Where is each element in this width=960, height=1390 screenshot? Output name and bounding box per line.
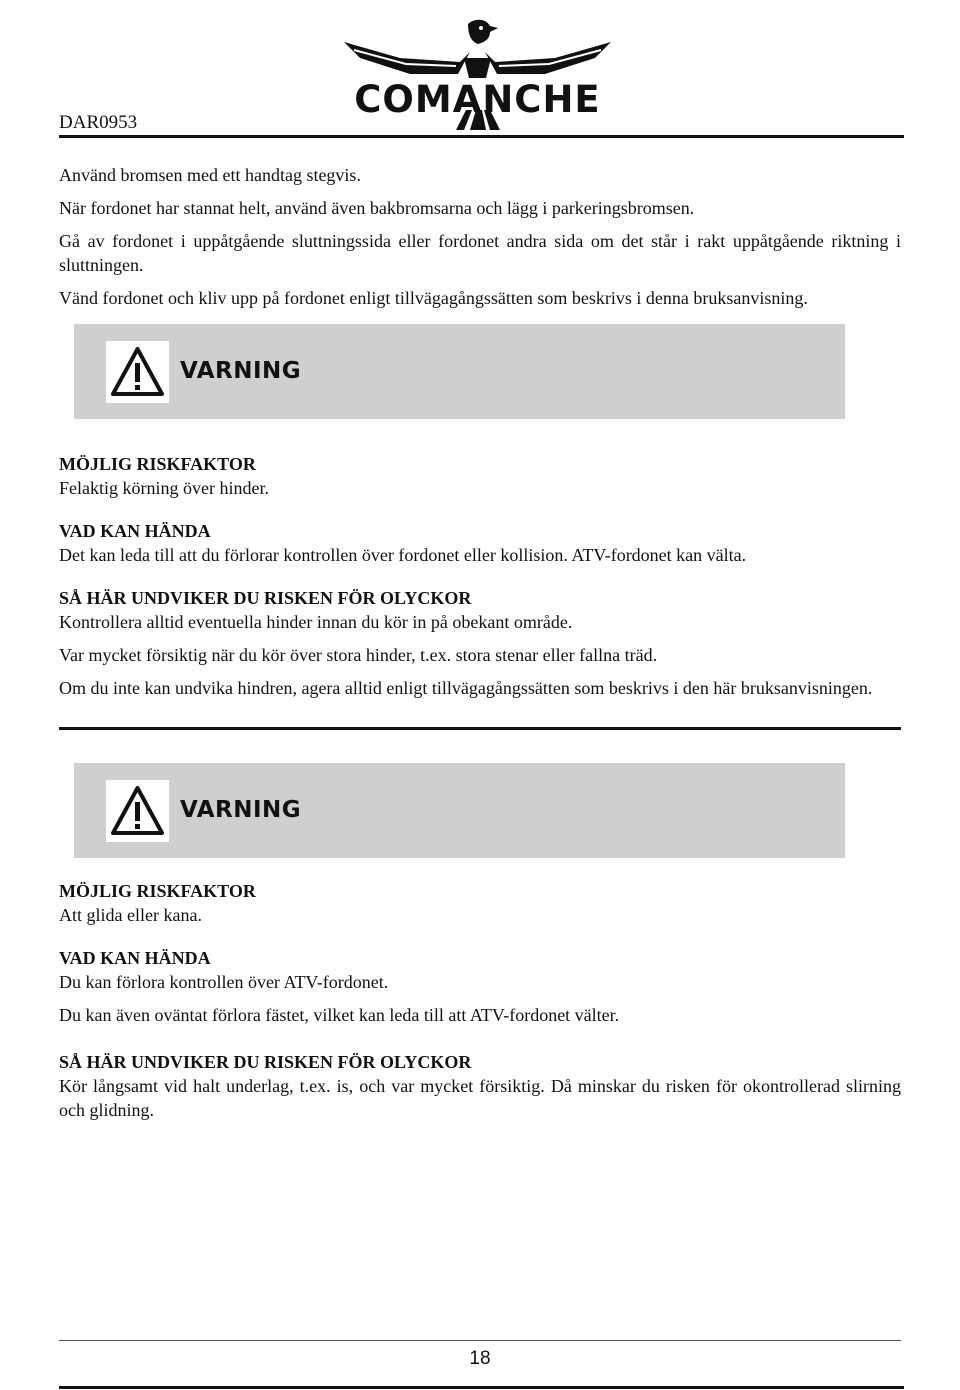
consequence-text: Du kan även oväntat förlora fästet, vilket kan leda till att ATV-fordonet välter. [59, 1005, 620, 1025]
intro-paragraph: Använd bromsen med ett handtag stegvis. [59, 165, 361, 185]
consequence-heading: VAD KAN HÄNDA [59, 521, 211, 541]
warning-label: VARNING [180, 797, 302, 823]
footer-rule [59, 1340, 901, 1341]
comanche-logo [340, 18, 615, 134]
section-divider [59, 727, 901, 730]
avoidance-text: Om du inte kan undvika hindren, agera alltid enligt tillvägagångssätten som beskrivs i den här bruksanvisningen. [59, 678, 873, 698]
risk-text: Att glida eller kana. [59, 905, 202, 925]
risk-text: Felaktig körning över hinder. [59, 478, 269, 498]
avoidance-text: Kör långsamt vid halt underlag, t.ex. is, och var mycket försiktig. Då minskar du risken för okontrollerad slirning och glidning. [59, 1076, 901, 1120]
risk-heading: MÖJLIG RISKFAKTOR [59, 881, 256, 901]
risk-heading: MÖJLIG RISKFAKTOR [59, 454, 256, 474]
risk-section [59, 879, 901, 927]
consequence-heading: VAD KAN HÄNDA [59, 948, 211, 968]
avoidance-section [59, 586, 901, 700]
warning-triangle-icon [106, 341, 169, 403]
page-content [59, 163, 901, 1131]
logo-wordmark: COMANCHE [354, 78, 601, 121]
warning-label: VARNING [180, 358, 302, 384]
consequence-text: Du kan förlora kontrollen över ATV-fordonet. [59, 972, 389, 992]
avoidance-text: Var mycket försiktig när du kör över stora hinder, t.ex. stora stenar eller fallna träd. [59, 645, 658, 665]
header-rule [59, 135, 904, 138]
intro-paragraph: Gå av fordonet i uppåtgående sluttningssida eller fordonet andra sida om det står i rakt uppåtgående riktning i sluttningen. [59, 231, 901, 275]
avoidance-heading: SÅ HÄR UNDVIKER DU RISKEN FÖR OLYCKOR [59, 1052, 472, 1072]
document-code: DAR0953 [59, 112, 138, 133]
intro-paragraph: När fordonet har stannat helt, använd även bakbromsarna och lägg i parkeringsbromsen. [59, 198, 695, 218]
consequence-section [59, 519, 901, 567]
avoidance-heading: SÅ HÄR UNDVIKER DU RISKEN FÖR OLYCKOR [59, 588, 472, 608]
avoidance-section [59, 1050, 901, 1122]
avoidance-text: Kontrollera alltid eventuella hinder innan du kör in på obekant område. [59, 612, 573, 632]
page-number: 18 [469, 1348, 491, 1369]
page-bottom-border [59, 1386, 904, 1389]
risk-section [59, 452, 901, 500]
warning-banner [74, 763, 845, 858]
consequence-text: Det kan leda till att du förlorar kontrollen över fordonet eller kollision. ATV-fordonet kan välta. [59, 545, 747, 565]
warning-banner [74, 324, 845, 419]
consequence-section [59, 946, 901, 1027]
intro-paragraph: Vänd fordonet och kliv upp på fordonet enligt tillvägagångssätten som beskrivs i denna bruksanvisning. [59, 288, 808, 308]
warning-triangle-icon [106, 780, 169, 842]
